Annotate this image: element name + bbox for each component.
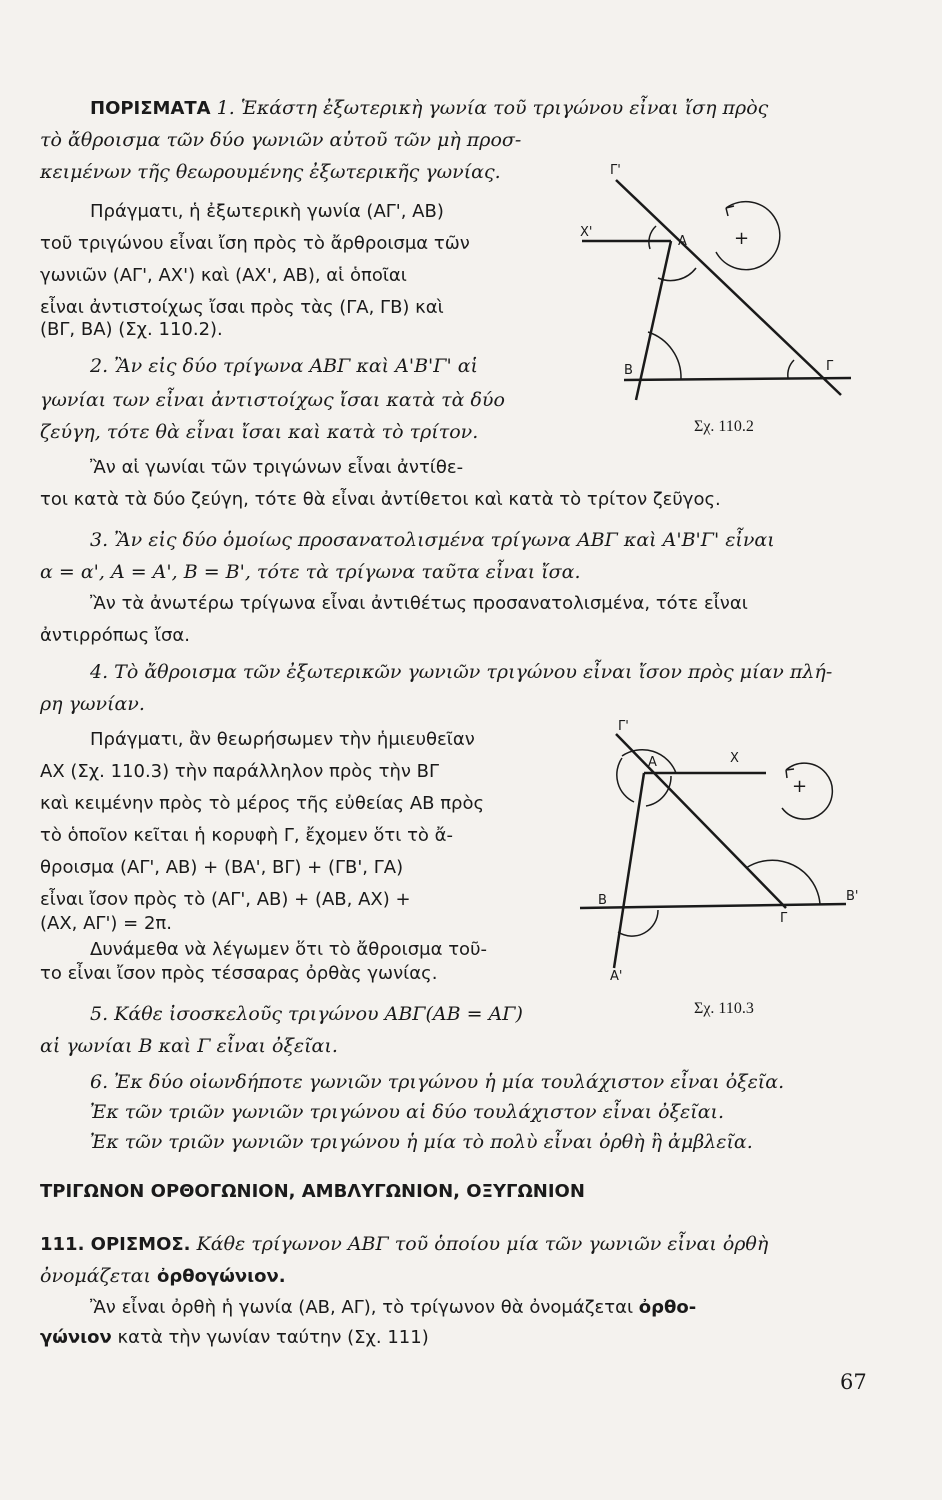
label-b: Β (624, 363, 633, 378)
corollary-4-proof-5: θροισμα (ΑΓ', ΑΒ) + (ΒΑ', ΒΓ) + (ΓΒ', ΓΑ) (40, 857, 404, 878)
corollaries-heading: ΠΟΡΙΣΜΑΤΑ (90, 98, 211, 119)
corollary-3-line-1: 3. Ἂν εἰς δύο ὁμοίως προσανατολισμένα τρίγωνα ΑΒΓ καὶ Α'Β'Γ' εἶναι (90, 529, 775, 551)
orientation-arrowhead (726, 206, 734, 216)
corollary-4-proof-2: ΑΧ (Σχ. 110.3) τὴν παράλληλον πρὸς τὴν ΒΓ (40, 761, 440, 782)
angle-arc-g (788, 360, 794, 378)
corollary-6-line-3: Ἐκ τῶν τριῶν γωνιῶν τριγώνου ἡ μία τὸ πολὺ εἶναι ὀρθὴ ἢ ἀμβλεῖα. (90, 1131, 753, 1153)
label-b-prime: Β' (846, 889, 859, 904)
corollary-2-proof-1: Ἂν αἱ γωνίαι τῶν τριγώνων εἶναι ἀντίθε- (90, 457, 464, 478)
corollary-4-proof-8: Δυνάμεθα νὰ λέγωμεν ὅτι τὸ ἄθροισμα τοῦ- (90, 939, 487, 960)
corollary-4-line-1: 4. Τὸ ἄθροισμα τῶν ἐξωτερικῶν γωνιῶν τριγώνου εἶναι ἴσον πρὸς μίαν πλή- (90, 661, 833, 683)
right-triangle-text-2: κατὰ τὴν γωνίαν ταύτην (Σχ. 111) (117, 1327, 429, 1348)
corollary-1-proof-3: γωνιῶν (ΑΓ', ΑΧ') καὶ (ΑΧ', ΑΒ), αἱ ὁποῖαι (40, 265, 407, 286)
right-triangle-term-1: ὀρθο- (638, 1297, 697, 1318)
label-a: Α (678, 234, 687, 249)
corollary-4-proof-4: τὸ ὁποῖον κεῖται ἡ κορυφὴ Γ, ἔχομεν ὅτι τὸ ἄ- (40, 825, 454, 846)
label-x: Χ (730, 751, 739, 766)
right-triangle-text-1: Ἂν εἶναι ὀρθὴ ἡ γωνία (ΑΒ, ΑΓ), τὸ τρίγωνον θὰ ὀνομάζεται (90, 1297, 634, 1318)
line-a-prime-a (614, 773, 644, 968)
label-g: Γ (780, 911, 788, 926)
definition-term: ὀρθογώνιον. (156, 1266, 286, 1287)
orientation-arrow (782, 763, 832, 819)
angle-arc-b (648, 332, 681, 379)
label-plus: + (792, 776, 808, 797)
corollary-5-line-2: αἱ γωνίαι Β καὶ Γ εἶναι ὀξεῖαι. (40, 1035, 338, 1057)
label-a: Α (648, 755, 657, 770)
corollary-3-proof-2: ἀντιρρόπως ἴσα. (40, 625, 190, 646)
right-triangle-term-2: γώνιον (40, 1327, 112, 1348)
corollary-3-line-2: α = α', Α = Α', Β = Β', τότε τὰ τρίγωνα ταῦτα εἶναι ἴσα. (40, 561, 581, 583)
section-title: ΤΡΙΓΩΝΟΝ ΟΡΘΟΓΩΝΙΟΝ, ΑΜΒΛΥΓΩΝΙΟΝ, ΟΞΥΓΩΝΙΟΝ (40, 1181, 585, 1202)
definition-number: 111. ΟΡΙΣΜΟΣ. (40, 1234, 191, 1255)
angle-arc-a-2 (646, 776, 671, 806)
angle-arc-a-1 (649, 226, 656, 249)
corollary-4-proof-9: το εἶναι ἴσον πρὸς τέσσαρας ὀρθὰς γωνίας. (40, 963, 438, 984)
label-g-prime: Γ' (610, 163, 621, 178)
figure-110-2 (576, 160, 866, 420)
corollary-6-line-1: 6. Ἐκ δύο οἱωνδήποτε γωνιῶν τριγώνου ἡ μία τουλάχιστον εἶναι ὀξεῖα. (90, 1071, 785, 1093)
line-b-b-prime (580, 904, 846, 908)
definition-line-1 (40, 1232, 768, 1257)
definition-named: ὀνομάζεται (40, 1265, 151, 1287)
figure-110-2-caption: Σχ. 110.2 (694, 418, 754, 435)
corollary-4-proof-7: (ΑΧ, ΑΓ') = 2π. (40, 913, 172, 934)
corollary-1-number: 1. (216, 97, 235, 119)
corollary-1-proof-5: (ΒΓ, ΒΑ) (Σχ. 110.2). (40, 319, 223, 340)
corollary-1-line-2: τὸ ἄθροισμα τῶν δύο γωνιῶν αὐτοῦ τῶν μὴ προσ- (40, 129, 522, 151)
corollary-4-line-2: ρη γωνίαν. (40, 693, 145, 715)
label-plus: + (734, 228, 750, 249)
label-g: Γ (826, 359, 834, 374)
label-g-prime: Γ' (618, 719, 629, 734)
label-b: Β (598, 893, 607, 908)
corollary-2-proof-2: τοι κατὰ τὰ δύο ζεύγη, τότε θὰ εἶναι ἀντίθετοι καὶ κατὰ τὸ τρίτον ζεῦγος. (40, 489, 721, 510)
corollary-1-line-3: κειμένων τῆς θεωρουμένης ἐξωτερικῆς γωνίας. (40, 161, 501, 183)
corollary-1-proof-4: εἶναι ἀντιστοίχως ἴσαι πρὸς τὰς (ΓΑ, ΓΒ) καὶ (40, 297, 444, 318)
line-g-prime-gamma (616, 734, 786, 908)
angle-arc-b (618, 910, 658, 936)
line-g-prime-gamma (616, 180, 841, 395)
corollary-1-proof-2: τοῦ τριγώνου εἶναι ἴση πρὸς τὸ ἄρθροισμα τῶν (40, 233, 470, 254)
corollary-4-proof-3: καὶ κειμένην πρὸς τὸ μέρος τῆς εὐθείας ΑΒ πρὸς (40, 793, 485, 814)
page-number: 67 (840, 1370, 867, 1394)
line-bg (624, 378, 851, 380)
definition-line-2 (40, 1264, 286, 1289)
corollary-1-line-1 (90, 96, 768, 121)
corollary-6-line-2: Ἐκ τῶν τριῶν γωνιῶν τριγώνου αἱ δύο τουλάχιστον εἶναι ὀξεῖαι. (90, 1101, 725, 1123)
corollary-1-proof-1: Πράγματι, ἡ ἐξωτερικὴ γωνία (ΑΓ', ΑΒ) (90, 201, 444, 222)
angle-arc-a-3 (617, 758, 634, 802)
corollary-1-text: Ἑκάστη ἐξωτερικὴ γωνία τοῦ τριγώνου εἶναι ἴση πρὸς (240, 97, 769, 119)
corollary-2-line-2: γωνίαι των εἶναι ἀντιστοίχως ἴσαι κατὰ τὰ δύο (40, 389, 505, 411)
corollary-2-line-3: ζεύγη, τότε θὰ εἶναι ἴσαι καὶ κατὰ τὸ τρίτον. (40, 421, 479, 443)
corollary-2-line-1: 2. Ἂν εἰς δύο τρίγωνα ΑΒΓ καὶ Α'Β'Γ' αἱ (90, 355, 478, 377)
figure-110-3 (576, 718, 866, 988)
right-triangle-line-2 (40, 1326, 429, 1350)
definition-text: Κάθε τρίγωνον ΑΒΓ τοῦ ὁποίου μία τῶν γωνιῶν εἶναι ὀρθὴ (196, 1233, 769, 1255)
corollary-4-proof-6: εἶναι ἴσον πρὸς τὸ (ΑΓ', ΑΒ) + (ΑΒ, ΑΧ) + (40, 889, 411, 910)
corollary-5-line-1: 5. Κάθε ἰσοσκελοῦς τριγώνου ΑΒΓ(ΑΒ = ΑΓ) (90, 1003, 523, 1025)
figure-110-3-caption: Σχ. 110.3 (694, 1000, 754, 1017)
right-triangle-line-1 (90, 1296, 696, 1320)
label-a-prime: Α' (610, 969, 623, 984)
angle-arc-g (746, 860, 820, 904)
corollary-4-proof-1: Πράγματι, ἂν θεωρήσωμεν τὴν ἡμιευθεῖαν (90, 729, 475, 750)
corollary-3-proof-1: Ἂν τὰ ἀνωτέρω τρίγωνα εἶναι ἀντιθέτως προσανατολισμένα, τότε εἶναι (90, 593, 748, 614)
line-ab (636, 241, 671, 400)
label-x-prime: Χ' (580, 225, 593, 240)
